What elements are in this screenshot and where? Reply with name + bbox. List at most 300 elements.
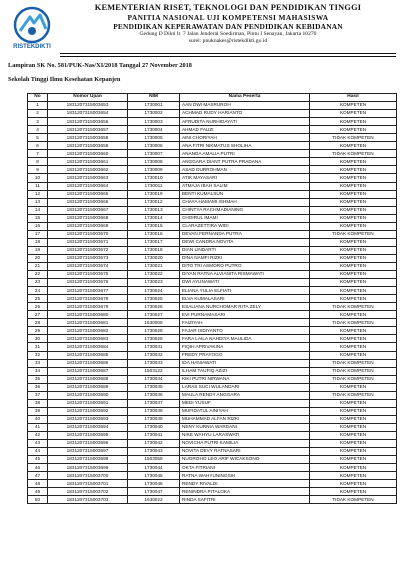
cell-hasil: KOMPETEN bbox=[310, 431, 397, 439]
cell-nim: 1730031 bbox=[128, 343, 180, 351]
cell-nim: 1730027 bbox=[128, 311, 180, 319]
table-row bbox=[28, 238, 397, 246]
cell-nim: 1730044 bbox=[128, 464, 180, 472]
header-nomor-ujian: Nomor Ujian bbox=[48, 94, 128, 102]
address-text: Gedung D Dikti lt. 7 Jalan Jenderal Soedirman, Pintu I Senayan, Jakarta 10270 bbox=[139, 31, 317, 37]
cell-hasil: KOMPETEN bbox=[310, 198, 397, 206]
table-row bbox=[28, 303, 397, 311]
cell-hasil: KOMPETEN bbox=[310, 456, 397, 464]
cell-no: 44 bbox=[28, 448, 48, 456]
cell-nomor-ujian: 1831207315003654 bbox=[48, 110, 128, 118]
header-nim: NIM bbox=[128, 94, 180, 102]
cell-no: 6 bbox=[28, 142, 48, 150]
cell-no: 32 bbox=[28, 351, 48, 359]
header-divider bbox=[60, 53, 396, 54]
cell-nomor-ujian: 1831207315003703 bbox=[48, 496, 128, 504]
cell-no: 42 bbox=[28, 431, 48, 439]
cell-no: 3 bbox=[28, 118, 48, 126]
cell-nim: 1730012 bbox=[128, 198, 180, 206]
header-hasil: Hasil bbox=[310, 94, 397, 102]
table-row bbox=[28, 415, 397, 423]
cell-nama: RENDY RIVALDI bbox=[180, 480, 310, 488]
cell-nim: 1730006 bbox=[128, 142, 180, 150]
cell-nim: 1730037 bbox=[128, 399, 180, 407]
table-row bbox=[28, 206, 397, 214]
cell-hasil: KOMPETEN bbox=[310, 174, 397, 182]
cell-nomor-ujian: 1831207315003688 bbox=[48, 375, 128, 383]
header-nama-peserta: Nama Peserta bbox=[180, 94, 310, 102]
table-row bbox=[28, 142, 397, 150]
cell-nama: EVI PURNAMASARI bbox=[180, 311, 310, 319]
cell-nama: FREDY PRAYOGO bbox=[180, 351, 310, 359]
cell-hasil: TIDAK KOMPETEN bbox=[310, 134, 397, 142]
cell-nama: DIAN LINDARTI bbox=[180, 246, 310, 254]
cell-nim: 1730041 bbox=[128, 431, 180, 439]
cell-nama: AAN DWI MASRUROH bbox=[180, 102, 310, 110]
table-row bbox=[28, 262, 397, 270]
cell-nim: 1630009 bbox=[128, 319, 180, 327]
cell-nomor-ujian: 1831207315003665 bbox=[48, 190, 128, 198]
cell-nim: 1730040 bbox=[128, 423, 180, 431]
table-row bbox=[28, 423, 397, 431]
cell-hasil: KOMPETEN bbox=[310, 262, 397, 270]
cell-nomor-ujian: 1831207315003689 bbox=[48, 383, 128, 391]
table-row bbox=[28, 327, 397, 335]
cell-no: 33 bbox=[28, 359, 48, 367]
cell-nim: 1730038 bbox=[128, 407, 180, 415]
cell-nomor-ujian: 1831207315003672 bbox=[48, 246, 128, 254]
cell-nim: 1730025 bbox=[128, 295, 180, 303]
cell-hasil: TIDAK KOMPETEN bbox=[310, 367, 397, 375]
table-row bbox=[28, 351, 397, 359]
cell-no: 50 bbox=[28, 496, 48, 504]
cell-nomor-ujian: 1831207315003694 bbox=[48, 423, 128, 431]
cell-nomor-ujian: 1831207315003677 bbox=[48, 287, 128, 295]
cell-nomor-ujian: 1831207315003700 bbox=[48, 472, 128, 480]
cell-hasil: KOMPETEN bbox=[310, 423, 397, 431]
table-row bbox=[28, 134, 397, 142]
cell-nomor-ujian: 1831207315003693 bbox=[48, 415, 128, 423]
cell-nim: 1730046 bbox=[128, 480, 180, 488]
email-text: surel: pnuknakes@ristekdikti.go.id bbox=[188, 38, 268, 44]
cell-nama: KIKI PUTRI NIRWANA bbox=[180, 375, 310, 383]
cell-nim: 1730005 bbox=[128, 134, 180, 142]
table-row bbox=[28, 359, 397, 367]
cell-nim: 1730007 bbox=[128, 150, 180, 158]
cell-hasil: KOMPETEN bbox=[310, 343, 397, 351]
cell-nama: MUFIDATUL AINIYAH bbox=[180, 407, 310, 415]
cell-nama: CHAYA HAMAMI ISHMAH bbox=[180, 198, 310, 206]
cell-nomor-ujian: 1831207315003680 bbox=[48, 311, 128, 319]
table-row bbox=[28, 407, 397, 415]
cell-hasil: KOMPETEN bbox=[310, 335, 397, 343]
cell-no: 46 bbox=[28, 464, 48, 472]
cell-nama: NOVITA DEVY RATNASARI bbox=[180, 448, 310, 456]
cell-nim: 1730029 bbox=[128, 335, 180, 343]
results-table bbox=[27, 93, 397, 504]
cell-nomor-ujian: 1831207315003668 bbox=[48, 214, 128, 222]
table-row bbox=[28, 222, 397, 230]
cell-no: 49 bbox=[28, 488, 48, 496]
table-row bbox=[28, 126, 397, 134]
cell-no: 36 bbox=[28, 383, 48, 391]
header-divider-thin bbox=[60, 56, 396, 57]
table-row bbox=[28, 279, 397, 287]
table-row bbox=[28, 399, 397, 407]
cell-nomor-ujian: 1831207315003681 bbox=[48, 319, 128, 327]
cell-hasil: KOMPETEN bbox=[310, 295, 397, 303]
cell-nomor-ujian: 1831207315003686 bbox=[48, 359, 128, 367]
cell-hasil: KOMPETEN bbox=[310, 126, 397, 134]
cell-hasil: KOMPETEN bbox=[310, 480, 397, 488]
cell-no: 4 bbox=[28, 126, 48, 134]
cell-hasil: TIDAK KOMPETEN bbox=[310, 230, 397, 238]
cell-no: 7 bbox=[28, 150, 48, 158]
cell-nama: DWI AYUNAWATI bbox=[180, 279, 310, 287]
cell-no: 23 bbox=[28, 279, 48, 287]
table-row bbox=[28, 375, 397, 383]
table-row bbox=[28, 110, 397, 118]
cell-no: 35 bbox=[28, 375, 48, 383]
cell-nim: 1730042 bbox=[128, 440, 180, 448]
cell-nama: ILHAM TAUFIQ AZIZI bbox=[180, 367, 310, 375]
cell-hasil: TIDAK KOMPETEN bbox=[310, 319, 397, 327]
cell-nim: 1503059 bbox=[128, 456, 180, 464]
cell-nama: CHOIRUL IMAMI bbox=[180, 214, 310, 222]
cell-nomor-ujian: 1831207315003699 bbox=[48, 464, 128, 472]
cell-nama: FAIZIYAH bbox=[180, 319, 310, 327]
cell-nim: 1730013 bbox=[128, 206, 180, 214]
cell-nim: 1730045 bbox=[128, 472, 180, 480]
cell-nim: 1730033 bbox=[128, 359, 180, 367]
cell-nomor-ujian: 1831207315003670 bbox=[48, 230, 128, 238]
cell-nomor-ujian: 1831207315003678 bbox=[48, 295, 128, 303]
cell-nomor-ujian: 1831207315003664 bbox=[48, 182, 128, 190]
cell-nim: 1730032 bbox=[128, 351, 180, 359]
cell-nama: RINDA SAFITRI bbox=[180, 496, 310, 504]
cell-nomor-ujian: 1831207315003658 bbox=[48, 134, 128, 142]
cell-nama: AHMAD FAUZI bbox=[180, 126, 310, 134]
cell-nomor-ujian: 1831207315003660 bbox=[48, 150, 128, 158]
cell-hasil: KOMPETEN bbox=[310, 142, 397, 150]
cell-no: 18 bbox=[28, 238, 48, 246]
cell-nomor-ujian: 1831207315003676 bbox=[48, 279, 128, 287]
cell-no: 10 bbox=[28, 174, 48, 182]
cell-nim: 1730016 bbox=[128, 230, 180, 238]
cell-hasil: TIDAK KOMPETEN bbox=[310, 303, 397, 311]
table-row bbox=[28, 383, 397, 391]
table-row bbox=[28, 319, 397, 327]
cell-nama: DIYAN RATNA ALVIANITA RISMAWATI bbox=[180, 271, 310, 279]
table-row bbox=[28, 150, 397, 158]
cell-hasil: TIDAK KOMPETEN bbox=[310, 150, 397, 158]
cell-nim: 1730017 bbox=[128, 238, 180, 246]
table-row bbox=[28, 158, 397, 166]
cell-nama: ESALIANA NURCHOMAR RITA ZELY bbox=[180, 303, 310, 311]
table-header-row bbox=[28, 94, 397, 102]
cell-nama: NIKE WAHYU LARASWATI bbox=[180, 431, 310, 439]
cell-nim: 1730043 bbox=[128, 448, 180, 456]
cell-nomor-ujian: 1831207315003696 bbox=[48, 440, 128, 448]
cell-nim: 1730002 bbox=[128, 110, 180, 118]
table-row bbox=[28, 190, 397, 198]
cell-nim: 1730024 bbox=[128, 287, 180, 295]
cell-no: 1 bbox=[28, 102, 48, 110]
cell-no: 43 bbox=[28, 440, 48, 448]
cell-nomor-ujian: 1831207315003695 bbox=[48, 431, 128, 439]
cell-no: 37 bbox=[28, 391, 48, 399]
table-row bbox=[28, 472, 397, 480]
cell-hasil: KOMPETEN bbox=[310, 158, 397, 166]
cell-hasil: KOMPETEN bbox=[310, 102, 397, 110]
cell-hasil: KOMPETEN bbox=[310, 279, 397, 287]
cell-nim: 1730010 bbox=[128, 174, 180, 182]
cell-no: 39 bbox=[28, 407, 48, 415]
cell-hasil: KOMPETEN bbox=[310, 182, 397, 190]
table-row bbox=[28, 295, 397, 303]
cell-nomor-ujian: 1831207315003671 bbox=[48, 238, 128, 246]
letterhead bbox=[0, 0, 406, 56]
cell-hasil: KOMPETEN bbox=[310, 118, 397, 126]
cell-nomor-ujian: 1831207315003675 bbox=[48, 271, 128, 279]
cell-no: 11 bbox=[28, 182, 48, 190]
logo-text: RISTEKDIKTI bbox=[13, 44, 51, 50]
ministry-title: KEMENTERIAN RISET, TEKNOLOGI DAN PENDIDIKAN TINGGI bbox=[94, 3, 362, 12]
cell-no: 47 bbox=[28, 472, 48, 480]
cell-no: 19 bbox=[28, 246, 48, 254]
cell-nim: 1730028 bbox=[128, 327, 180, 335]
table-row bbox=[28, 335, 397, 343]
cell-nim: 1730034 bbox=[128, 375, 180, 383]
cell-hasil: KOMPETEN bbox=[310, 464, 397, 472]
cell-nama: AINI CHORIYAH bbox=[180, 134, 310, 142]
cell-nomor-ujian: 1831207315003662 bbox=[48, 166, 128, 174]
table-row bbox=[28, 448, 397, 456]
cell-no: 24 bbox=[28, 287, 48, 295]
letterhead-text bbox=[60, 3, 396, 45]
cell-nama: ANA FITRI NIKMATUS SHOLIHA bbox=[180, 142, 310, 150]
table-row bbox=[28, 311, 397, 319]
cell-no: 5 bbox=[28, 134, 48, 142]
cell-nim: 1730019 bbox=[128, 190, 180, 198]
cell-nim: 1730021 bbox=[128, 262, 180, 270]
cell-nomor-ujian: 1831207315003666 bbox=[48, 198, 128, 206]
cell-nim: 1730020 bbox=[128, 254, 180, 262]
cell-nama: FARA LAILA NAHDIYA MAULIDA bbox=[180, 335, 310, 343]
table-row bbox=[28, 102, 397, 110]
cell-no: 28 bbox=[28, 319, 48, 327]
table-row bbox=[28, 480, 397, 488]
table-row bbox=[28, 440, 397, 448]
cell-no: 20 bbox=[28, 254, 48, 262]
cell-nim: 1503122 bbox=[128, 367, 180, 375]
cell-nim: 1630022 bbox=[128, 496, 180, 504]
decree-reference: Lampiran SK No. 581/PUK-Nas/XI/2018 Tanggal 27 November 2018 bbox=[8, 62, 192, 69]
cell-nim: 1730035 bbox=[128, 383, 180, 391]
cell-hasil: KOMPETEN bbox=[310, 440, 397, 448]
cell-nama: DINA NAMFI RIZKI bbox=[180, 254, 310, 262]
cell-nomor-ujian: 1831207315003684 bbox=[48, 343, 128, 351]
cell-nama: DEWI CANDRA NOVITA bbox=[180, 238, 310, 246]
institution-name: Sekolah Tinggi Ilmu Kesehatan Kepanjen bbox=[8, 76, 121, 83]
cell-hasil: KOMPETEN bbox=[310, 407, 397, 415]
table-row bbox=[28, 174, 397, 182]
cell-no: 25 bbox=[28, 295, 48, 303]
cell-hasil: KOMPETEN bbox=[310, 190, 397, 198]
table-row bbox=[28, 287, 397, 295]
cell-nomor-ujian: 1831207315003674 bbox=[48, 262, 128, 270]
cell-nama: FAJAR ISDIYANTO bbox=[180, 327, 310, 335]
cell-no: 17 bbox=[28, 230, 48, 238]
cell-no: 21 bbox=[28, 262, 48, 270]
cell-no: 45 bbox=[28, 456, 48, 464]
table-row bbox=[28, 343, 397, 351]
cell-nim: 1730003 bbox=[128, 118, 180, 126]
cell-nomor-ujian: 1831207315003669 bbox=[48, 222, 128, 230]
table-row bbox=[28, 271, 397, 279]
cell-nama: NENY KURNIA WARDANI bbox=[180, 423, 310, 431]
table-row bbox=[28, 198, 397, 206]
table-row bbox=[28, 391, 397, 399]
cell-nim: 1730015 bbox=[128, 222, 180, 230]
cell-nama: MUHAMMAD ALFAN RIZKI bbox=[180, 415, 310, 423]
cell-nama: MEDI YUSUF bbox=[180, 399, 310, 407]
cell-hasil: KOMPETEN bbox=[310, 206, 397, 214]
cell-hasil: KOMPETEN bbox=[310, 472, 397, 480]
cell-nomor-ujian: 1831207315003673 bbox=[48, 254, 128, 262]
cell-nim: 1730023 bbox=[128, 279, 180, 287]
table-row bbox=[28, 214, 397, 222]
cell-nama: NOVICHA PUTRI KAMILIA bbox=[180, 440, 310, 448]
cell-no: 26 bbox=[28, 303, 48, 311]
cell-nama: CHINTYA RACHMADIANING bbox=[180, 206, 310, 214]
cell-nama: MAULA RENDY ANGGARA bbox=[180, 391, 310, 399]
cell-nama: ATIK MAYASARI bbox=[180, 174, 310, 182]
cell-nama: ELIANA YULIA ELFIATI bbox=[180, 287, 310, 295]
cell-hasil: KOMPETEN bbox=[310, 110, 397, 118]
cell-no: 2 bbox=[28, 110, 48, 118]
cell-nama: DEVAN FERNANDA PUTRA bbox=[180, 230, 310, 238]
table-row bbox=[28, 118, 397, 126]
cell-no: 27 bbox=[28, 311, 48, 319]
cell-no: 16 bbox=[28, 222, 48, 230]
table-row bbox=[28, 496, 397, 504]
cell-nomor-ujian: 1831207315003663 bbox=[48, 174, 128, 182]
cell-nomor-ujian: 1831207315003657 bbox=[48, 126, 128, 134]
cell-no: 12 bbox=[28, 190, 48, 198]
cell-no: 34 bbox=[28, 367, 48, 375]
table-row bbox=[28, 431, 397, 439]
cell-nama: FIQIH APRIVAKINA bbox=[180, 343, 310, 351]
cell-nomor-ujian: 1831207315003653 bbox=[48, 102, 128, 110]
cell-nomor-ujian: 1831207315003702 bbox=[48, 488, 128, 496]
cell-nim: 1730008 bbox=[128, 158, 180, 166]
cell-no: 31 bbox=[28, 343, 48, 351]
cell-no: 22 bbox=[28, 271, 48, 279]
cell-nim: 1730004 bbox=[128, 126, 180, 134]
cell-nomor-ujian: 1831207315003698 bbox=[48, 456, 128, 464]
cell-nama: IDA HANIAWATI bbox=[180, 359, 310, 367]
cell-nim: 1730018 bbox=[128, 246, 180, 254]
table-row bbox=[28, 182, 397, 190]
cell-nomor-ujian: 1831207315003687 bbox=[48, 367, 128, 375]
cell-hasil: KOMPETEN bbox=[310, 488, 397, 496]
cell-nama: OKTA FITRIANI bbox=[180, 464, 310, 472]
table-row bbox=[28, 456, 397, 464]
cell-nim: 1730039 bbox=[128, 415, 180, 423]
cell-no: 48 bbox=[28, 480, 48, 488]
table-row bbox=[28, 367, 397, 375]
cell-hasil: KOMPETEN bbox=[310, 246, 397, 254]
cell-hasil: KOMPETEN bbox=[310, 222, 397, 230]
cell-hasil: KOMPETEN bbox=[310, 311, 397, 319]
cell-hasil: KOMPETEN bbox=[310, 448, 397, 456]
table-row bbox=[28, 246, 397, 254]
header-no: No bbox=[28, 94, 48, 102]
cell-no: 8 bbox=[28, 158, 48, 166]
cell-no: 38 bbox=[28, 399, 48, 407]
cell-nim: 1730001 bbox=[128, 102, 180, 110]
cell-nama: ATMAJA IBAH SALIM bbox=[180, 182, 310, 190]
cell-nomor-ujian: 1831207315003656 bbox=[48, 118, 128, 126]
cell-no: 41 bbox=[28, 423, 48, 431]
cell-nim: 1730022 bbox=[128, 271, 180, 279]
cell-hasil: KOMPETEN bbox=[310, 287, 397, 295]
table-row bbox=[28, 230, 397, 238]
cell-hasil: KOMPETEN bbox=[310, 383, 397, 391]
cell-nim: 1730011 bbox=[128, 182, 180, 190]
cell-nomor-ujian: 1831207315003679 bbox=[48, 303, 128, 311]
cell-nama: RATNA WAHYUNINGSIH bbox=[180, 472, 310, 480]
ristekdikti-logo-icon bbox=[12, 5, 52, 45]
cell-no: 30 bbox=[28, 335, 48, 343]
table-row bbox=[28, 464, 397, 472]
cell-nama: AFRUDITA NURHIDAYATI bbox=[180, 118, 310, 126]
cell-nama: ANANDA AMALIA PUTRI bbox=[180, 150, 310, 158]
cell-hasil: TIDAK KOMPETEN bbox=[310, 391, 397, 399]
cell-hasil: TIDAK KOMPETEN bbox=[310, 375, 397, 383]
cell-no: 13 bbox=[28, 198, 48, 206]
cell-hasil: KOMPETEN bbox=[310, 254, 397, 262]
cell-hasil: TIDAK KOMPETEN bbox=[310, 496, 397, 504]
cell-nomor-ujian: 1831207315003667 bbox=[48, 206, 128, 214]
table-row bbox=[28, 254, 397, 262]
cell-nama: BENTI KUMALSUN bbox=[180, 190, 310, 198]
cell-no: 14 bbox=[28, 206, 48, 214]
cell-nomor-ujian: 1831207315003690 bbox=[48, 391, 128, 399]
program-title: PENDIDIKAN KEPERAWATAN DAN PENDIDIKAN KEBIDANAN bbox=[113, 22, 343, 31]
cell-nomor-ujian: 1831207315003659 bbox=[48, 142, 128, 150]
cell-no: 29 bbox=[28, 327, 48, 335]
cell-nama: LARAS SUCI WULANDARI bbox=[180, 383, 310, 391]
cell-nim: 1730026 bbox=[128, 303, 180, 311]
cell-nama: ASAD DURROHMAN bbox=[180, 166, 310, 174]
cell-nomor-ujian: 1831207315003682 bbox=[48, 327, 128, 335]
cell-no: 15 bbox=[28, 214, 48, 222]
cell-no: 9 bbox=[28, 166, 48, 174]
cell-nomor-ujian: 1831207315003685 bbox=[48, 351, 128, 359]
cell-nomor-ujian: 1831207315003683 bbox=[48, 335, 128, 343]
table-row bbox=[28, 166, 397, 174]
cell-nim: 1730014 bbox=[128, 214, 180, 222]
cell-hasil: KOMPETEN bbox=[310, 399, 397, 407]
cell-hasil: KOMPETEN bbox=[310, 271, 397, 279]
cell-hasil: KOMPETEN bbox=[310, 166, 397, 174]
cell-nama: ELVA KUMALASARI bbox=[180, 295, 310, 303]
cell-hasil: KOMPETEN bbox=[310, 327, 397, 335]
cell-hasil: TIDAK KOMPETEN bbox=[310, 359, 397, 367]
cell-hasil: KOMPETEN bbox=[310, 415, 397, 423]
